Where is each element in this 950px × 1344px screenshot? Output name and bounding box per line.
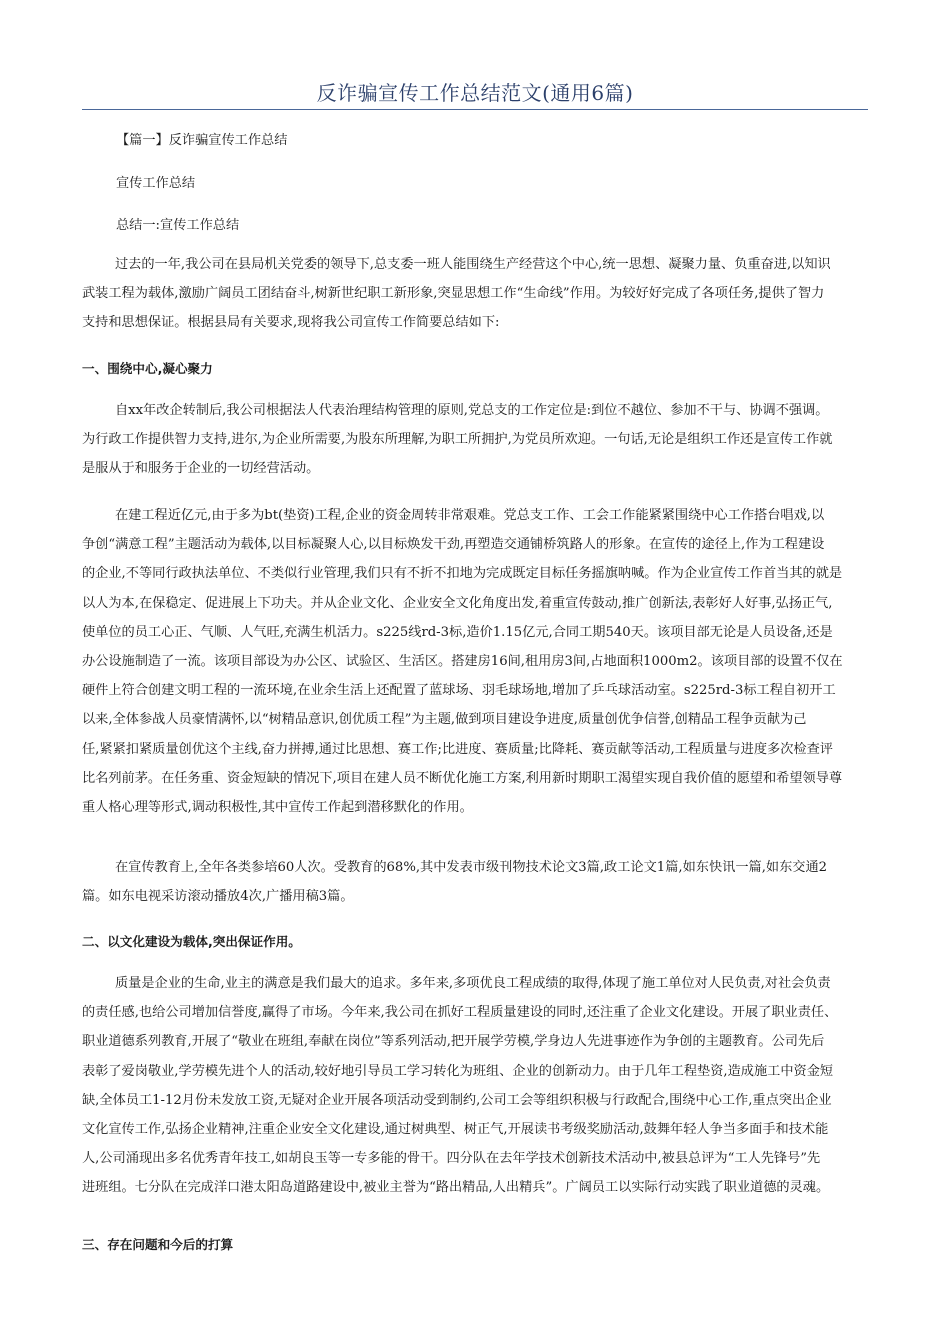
paragraph-line: 质量是企业的生命,业主的满意是我们最大的追求。多年来,多项优良工程成绩的取得,体现了施工单位对人民负责,对社会负责 xyxy=(115,976,831,991)
section-heading-2: 二、以文化建设为载体,突出保证作用。 xyxy=(82,934,301,949)
paragraph-line: 是服从于和服务于企业的一切经营活动。 xyxy=(82,461,320,477)
paragraph-line: 篇。如东电视采访滚动播放4次,广播用稿3篇。 xyxy=(82,889,354,905)
paragraph-line: 比名列前茅。在任务重、资金短缺的情况下,项目在建人员不断优化施工方案,利用新时期职工渴望实现自我价值的愿望和希望领导尊 xyxy=(82,770,843,786)
subtitle-2: 总结一:宣传工作总结 xyxy=(116,218,240,233)
paragraph-line: 为行政工作提供智力支持,进尔,为企业所需要,为股东所理解,为职工所拥护,为党员所欢迎。一句话,无论是组织工作还是宣传工作就 xyxy=(82,432,833,448)
paragraph-line: 的企业,不等同行政执法单位、不类似行业管理,我们只有不折不扣地为完成既定目标任务摇旗呐喊。作为企业宣传工作首当其的就是 xyxy=(82,566,843,582)
paragraph-line: 在建工程近亿元,由于多为bt(垫资)工程,企业的资金周转非常艰难。党总支工作、工会工作能紧紧围绕中心工作搭台唱戏,以 xyxy=(115,508,825,523)
paragraph-line: 表彰了爱岗敬业,学劳模先进个人的活动,较好地引导员工学习转化为班组、企业的创新动力。由于几年工程垫资,造成施工中资金短 xyxy=(82,1063,834,1079)
paragraph-line: 任,紧紧扣紧质量创优这个主线,奋力拼搏,通过比思想、赛工作;比进度、赛质量;比降耗、赛贡献等活动,工程质量与进度多次检查评 xyxy=(82,741,833,757)
paragraph-line: 使单位的员工心正、气顺、人气旺,充满生机活力。s225线rd-3标,造价1.15亿元,合同工期540天。该项目部无论是人员设备,还是 xyxy=(82,624,833,640)
title-underline xyxy=(82,109,868,110)
paragraph-line: 人,公司涌现出多名优秀青年技工,如胡良玉等一专多能的骨干。四分队在去年学技术创新技术活动中,被县总评为“工人先锋号”先 xyxy=(82,1151,821,1167)
paragraph-line: 职业道德系列教育,开展了“敬业在班组,奉献在岗位”等系列活动,把开展学劳模,学身边人先进事迹作为争创的主题教育。公司先后 xyxy=(82,1034,825,1050)
paragraph-line: 的责任感,也给公司增加信誉度,赢得了市场。今年来,我公司在抓好工程质量建设的同时,还注重了企业文化建设。开展了职业责任、 xyxy=(82,1005,838,1021)
section-heading-1: 一、围绕中心,凝心聚力 xyxy=(82,361,213,376)
paragraph-intro xyxy=(82,250,868,338)
paragraph-culture xyxy=(82,969,868,1203)
paragraph-education xyxy=(82,853,868,911)
document-title: 反诈骗宣传工作总结范文(通用6篇) xyxy=(316,81,634,105)
paragraph-line: 文化宣传工作,弘扬企业精神,注重企业安全文化建设,通过树典型、树正气,开展读书考级奖励活动,鼓舞年轻人争当多面手和技术能 xyxy=(82,1122,829,1138)
paragraph-line: 办公设施制造了一流。该项目部设为办公区、试验区、生活区。搭建房16间,租用房3间,占地面积1000m2。该项目部的设置不仅在 xyxy=(82,654,843,670)
paragraph-line: 进班组。七分队在完成洋口港太阳岛道路建设中,被业主誉为“路出精品,人出精兵”。广阔员工以实际行动实践了职业道德的灵魂。 xyxy=(82,1180,830,1196)
paragraph-line: 以来,全体参战人员豪情满怀,以“树精品意识,创优质工程”为主题,做到项目建设争进度,质量创优争信誉,创精品工程争贡献为己 xyxy=(82,712,807,728)
paragraph-line: 在宣传教育上,全年各类参培60人次。受教育的68%,其中发表市级刊物技术论文3篇,政工论文1篇,如东快讯一篇,如东交通2 xyxy=(115,860,828,875)
paragraph-line: 武装工程为载体,激励广阔员工团结奋斗,树新世纪职工新形象,突显思想工作“生命线”作用。为较好好完成了各项任务,提供了智力 xyxy=(82,286,825,302)
section-label: 【篇一】反诈骗宣传工作总结 xyxy=(116,133,288,148)
section-heading-3: 三、存在问题和今后的打算 xyxy=(82,1237,234,1252)
paragraph-line: 自xx年改企转制后,我公司根据法人代表治理结构管理的原则,党总支的工作定位是:到位不越位、参加不干与、协调不强调。 xyxy=(115,403,829,418)
paragraph-line: 重人格心理等形式,调动积极性,其中宣传工作起到潜移默化的作用。 xyxy=(82,800,473,816)
paragraph-line: 以人为本,在保稳定、促进展上下功夫。并从企业文化、企业安全文化角度出发,着重宣传鼓动,推广创新法,表彰好人好事,弘扬正气, xyxy=(82,595,833,611)
paragraph-line: 支持和思想保证。根据县局有关要求,现将我公司宣传工作简要总结如下: xyxy=(82,315,500,331)
paragraph-line: 争创“满意工程”主题活动为载体,以目标凝聚人心,以目标焕发干劲,再塑造交通铺桥筑路人的形象。在宣传的途径上,作为工程建设 xyxy=(82,537,825,553)
paragraph-positioning xyxy=(82,396,868,484)
paragraph-line: 硬件上符合创建文明工程的一流环境,在业余生活上还配置了蓝球场、羽毛球场地,增加了乒乓球活动室。s225rd-3标工程自初开工 xyxy=(82,683,836,699)
paragraph-line: 过去的一年,我公司在县局机关党委的领导下,总支委一班人能围绕生产经营这个中心,统一思想、凝聚力量、负重奋进,以知识 xyxy=(115,257,831,272)
subtitle: 宣传工作总结 xyxy=(116,176,196,191)
paragraph-line: 缺,全体员工1-12月份未发放工资,无疑对企业开展各项活动受到制约,公司工会等组织积极与行政配合,围绕中心工作,重点突出企业 xyxy=(82,1092,832,1108)
paragraph-projects xyxy=(82,501,868,822)
